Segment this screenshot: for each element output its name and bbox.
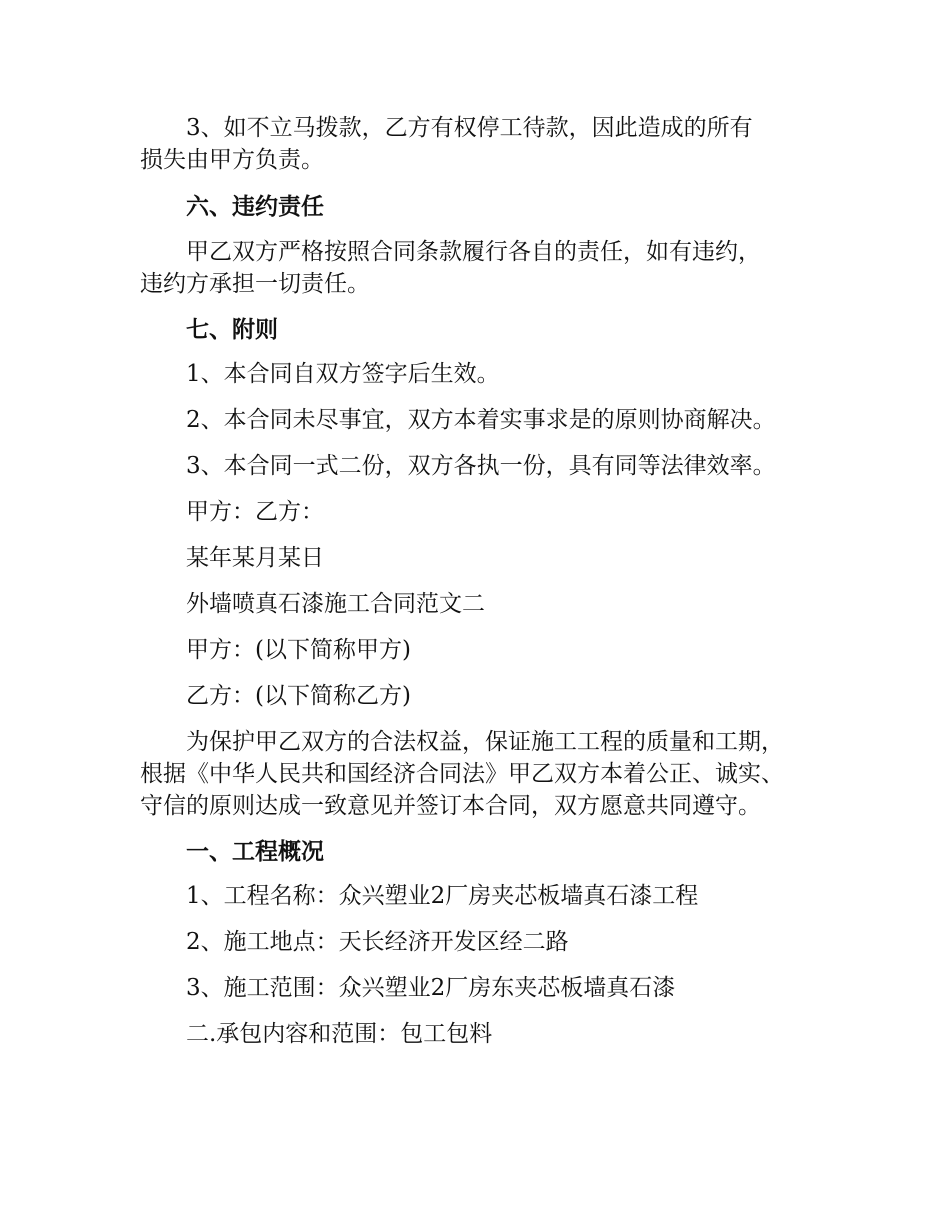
paragraph-line: 守信的原则达成一致意见并签订本合同，双方愿意共同遵守。 [140, 793, 761, 819]
clause-line: 3、施工范围：众兴塑业2厂房东夹芯板墙真石漆 [186, 975, 676, 1001]
paragraph-line: 甲乙双方严格按照合同条款履行各自的责任，如有违约， [186, 239, 761, 265]
clause-line: 1、工程名称：众兴塑业2厂房夹芯板墙真石漆工程 [186, 883, 699, 909]
clause-line: 3、本合同一式二份，双方各执一份，具有同等法律效率。 [186, 453, 776, 479]
section-heading-breach: 六、违约责任 [186, 193, 324, 220]
paragraph-line: 根据《中华人民共和国经济合同法》甲乙双方本着公正、诚实、 [140, 761, 784, 787]
paragraph-line: 为保护甲乙双方的合法权益，保证施工工程的质量和工期， [186, 729, 784, 755]
signature-line: 甲方：乙方： [186, 499, 324, 525]
date-line: 某年某月某日 [186, 545, 324, 571]
party-b-line: 乙方：(以下简称乙方) [186, 683, 411, 709]
clause-line: 2、施工地点：天长经济开发区经二路 [186, 929, 569, 955]
clause-line: 二.承包内容和范围：包工包料 [186, 1021, 493, 1047]
paragraph-line: 3、如不立马拨款，乙方有权停工待款，因此造成的所有 [186, 115, 753, 141]
party-a-line: 甲方：(以下简称甲方) [186, 637, 411, 663]
clause-line: 2、本合同未尽事宜，双方本着实事求是的原则协商解决。 [186, 407, 776, 433]
clause-line: 1、本合同自双方签字后生效。 [186, 361, 500, 387]
document-subtitle: 外墙喷真石漆施工合同范文二 [186, 591, 485, 617]
section-heading-overview: 一、工程概况 [186, 838, 324, 865]
section-heading-supplementary: 七、附则 [186, 316, 278, 343]
paragraph-line: 违约方承担一切责任。 [140, 271, 370, 297]
paragraph-line: 损失由甲方负责。 [140, 147, 324, 173]
